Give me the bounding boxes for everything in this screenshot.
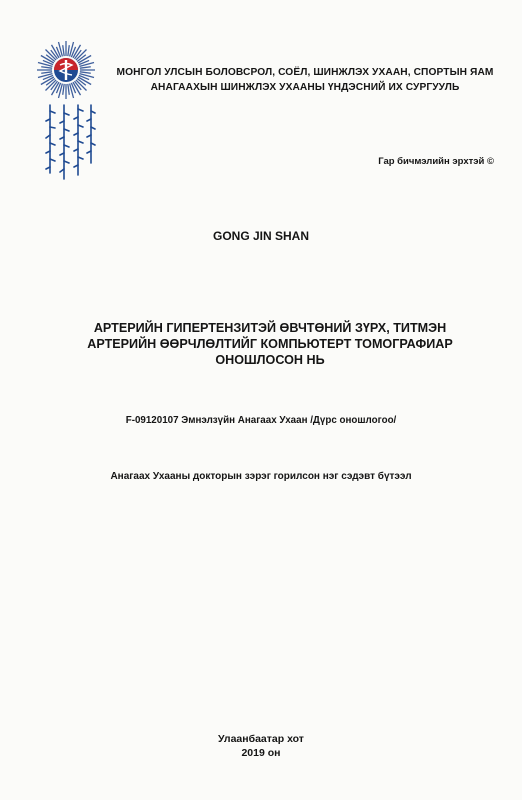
copyright-notice: Гар бичмэлийн эрхтэй © bbox=[378, 156, 494, 167]
university-name: АНАГААХЫН ШИНЖЛЭХ УХААНЫ ҮНДЭСНИЙ ИХ СУРГУУЛЬ bbox=[150, 82, 460, 93]
place-and-year bbox=[0, 732, 522, 760]
degree-statement: Анагаах Ухааны докторын зэрэг горилсон нэг сэдэвт бүтээл bbox=[110, 471, 412, 482]
thesis-title-line: ОНОШЛОСОН НЬ bbox=[215, 353, 325, 367]
thesis-title-line: АРТЕРИЙН ГИПЕРТЕНЗИТЭЙ ӨВЧТӨНИЙ ЗҮРХ, ТИТМЭН bbox=[93, 321, 447, 335]
specialty-code: F-09120107 Эмнэлзүйн Анагаах Ухаан /Дүрс оношлогоо/ bbox=[125, 415, 397, 426]
mongolian-script-university-name bbox=[40, 103, 98, 183]
thesis-title-line: АРТЕРИЙН ӨӨРЧЛӨЛТИЙГ КОМПЬЮТЕРТ ТОМОГРАФИАР bbox=[87, 337, 453, 351]
city: Улаанбаатар хот bbox=[218, 733, 304, 745]
ministry-header bbox=[100, 65, 510, 95]
year: 2019 он bbox=[241, 747, 281, 759]
ministry-name: МОНГОЛ УЛСЫН БОЛОВСРОЛ, СОЁЛ, ШИНЖЛЭХ УХААН, СПОРТЫН ЯАМ bbox=[116, 67, 494, 78]
thesis-title bbox=[60, 320, 480, 368]
author-name: GONG JIN SHAN bbox=[212, 229, 309, 243]
university-emblem-icon bbox=[36, 40, 96, 100]
